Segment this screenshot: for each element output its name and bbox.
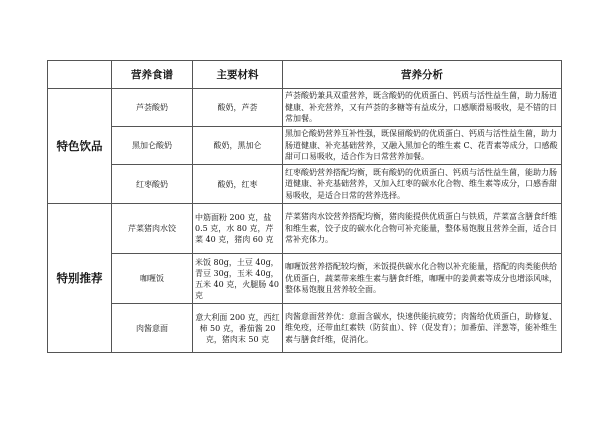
ingredients: 酸奶，红枣 <box>193 165 283 204</box>
table-row <box>48 165 562 204</box>
header-recipe: 营养食谱 <box>112 61 193 89</box>
table-row <box>48 254 562 304</box>
recipe-name: 咖喱饭 <box>112 254 193 304</box>
table-row <box>48 89 562 127</box>
analysis: 芦荟酸奶兼具双重营养，既含酸奶的优质蛋白、钙质与活性益生菌，助力肠道健康、补充营养，又有芦荟的多糖等有益成分，口感顺滑易吸收，是不错的日常加餐。 <box>283 89 562 127</box>
analysis: 肉酱意面营养优：意面含碳水，快速供能抗疲劳；肉酱给优质蛋白，助修复、维免疫，还带血红素铁（防贫血）、锌（促发育）；加番茄、洋葱等，能补维生素与膳食纤维，促消化。 <box>283 304 562 353</box>
nutrition-table <box>47 60 562 353</box>
recipe-name: 红枣酸奶 <box>112 165 193 204</box>
table-row <box>48 304 562 353</box>
recipe-name: 黑加仑酸奶 <box>112 127 193 165</box>
header-analysis: 营养分析 <box>283 61 562 89</box>
analysis: 咖喱饭营养搭配较均衡，米饭提供碳水化合物以补充能量，搭配的肉类能供给优质蛋白，蔬菜带来维生素与膳食纤维，咖喱中的姜黄素等成分也增添风味，整体易饱腹且营养较全面。 <box>283 254 562 304</box>
ingredients: 酸奶，黑加仑 <box>193 127 283 165</box>
ingredients: 意大利面 200 克，西红柿 50 克，番茄酱 20 克，猪肉末 50 克 <box>193 304 283 353</box>
analysis: 黑加仑酸奶营养互补性强，既保留酸奶的优质蛋白、钙质与活性益生菌，助力肠道健康、补充基础营养，又融入黑加仑的维生素 C、花青素等成分，口感酸甜可口易吸收，适合作为日常营养加餐。 <box>283 127 562 165</box>
header-ingredients: 主要材料 <box>193 61 283 89</box>
category-drinks: 特色饮品 <box>48 89 112 204</box>
ingredients: 米饭 80g，土豆 40g，青豆 30g，玉米 40g，五米 40 克，火腿肠 40 克 <box>193 254 283 304</box>
category-recommended: 特别推荐 <box>48 204 112 353</box>
header-category <box>48 61 112 89</box>
recipe-name: 芦荟酸奶 <box>112 89 193 127</box>
table-row <box>48 204 562 254</box>
analysis: 红枣酸奶营养搭配均衡，既有酸奶的优质蛋白、钙质与活性益生菌，能助力肠道健康、补充基础营养，又加入红枣的碳水化合物、维生素等成分，口感香甜易吸收，是适合日常的营养选择。 <box>283 165 562 204</box>
analysis: 芹菜猪肉水饺营养搭配均衡，猪肉能提供优质蛋白与铁质，芹菜富含膳食纤维和维生素，饺子皮的碳水化合物可补充能量，整体易饱腹且营养全面，适合日常补充体力。 <box>283 204 562 254</box>
ingredients: 中筋面粉 200 克，盐 0.5 克，水 80 克，芹菜 40 克，猪肉 60 克 <box>193 204 283 254</box>
table-header-row <box>48 61 562 89</box>
recipe-name: 肉酱意面 <box>112 304 193 353</box>
ingredients: 酸奶，芦荟 <box>193 89 283 127</box>
table-row <box>48 127 562 165</box>
recipe-name: 芹菜猪肉水饺 <box>112 204 193 254</box>
